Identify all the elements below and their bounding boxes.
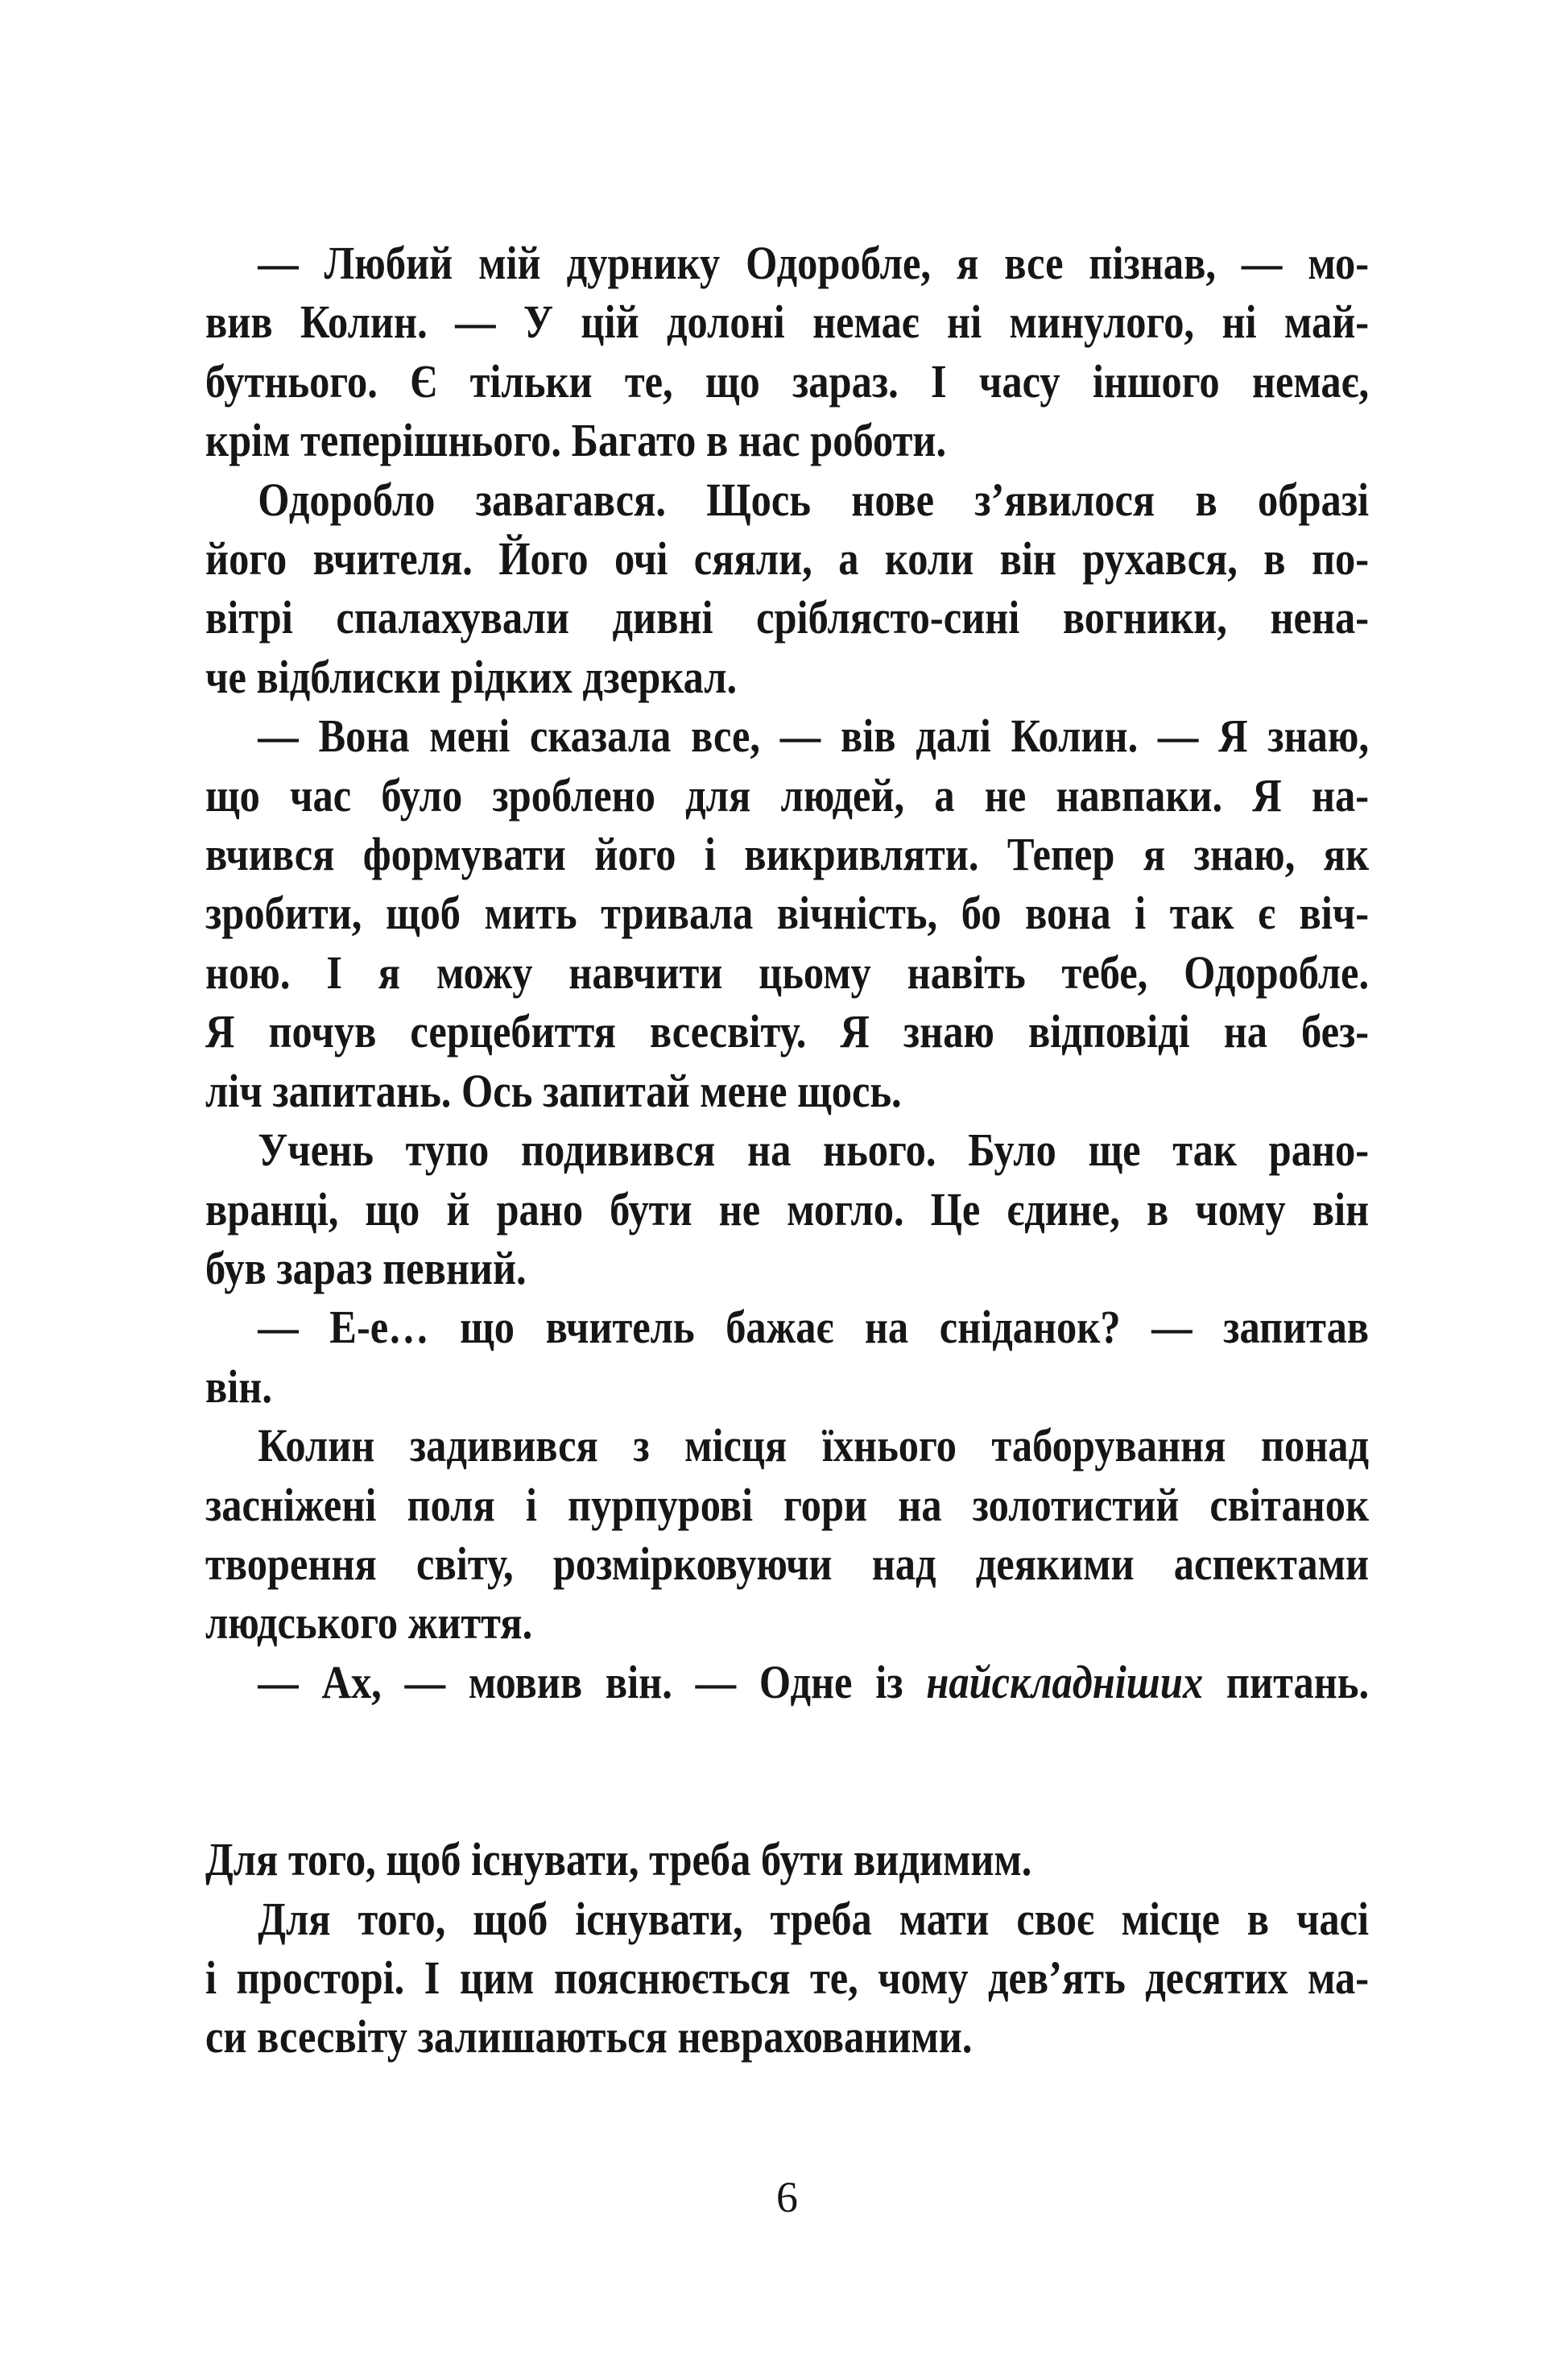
text-line: [205, 1830, 1369, 1889]
text-line: [205, 470, 1369, 529]
paragraph: [205, 1830, 1369, 1889]
text-run: — Любий мій дурнику Одоробле, я все пізнав, — мо-: [258, 237, 1370, 289]
text-run: Для того, щоб існувати, треба мати своє місце в часі: [258, 1892, 1370, 1945]
text-run: Одоробло завагався. Щось нове з’явилося в образі: [258, 473, 1370, 526]
text-line: [205, 234, 1369, 292]
text-line: [205, 292, 1369, 351]
text-line: [205, 1534, 1369, 1593]
text-run: Для того, щоб існувати, треба бути видимим.: [205, 1833, 1032, 1886]
text-line: [205, 1120, 1369, 1179]
text-line: [205, 1890, 1369, 1948]
text-run: Колин задивився з місця їхнього таборування понад: [258, 1419, 1370, 1472]
text-run: крім теперішнього. Багато в нас роботи.: [205, 414, 947, 467]
text-line: [205, 825, 1369, 884]
text-run: — Ах, — мовив він. — Одне із: [258, 1655, 927, 1708]
text-line: [205, 1062, 1369, 1120]
text-line: [205, 1357, 1369, 1416]
text-line: [205, 884, 1369, 942]
text-run: творення світу, розмірковуючи над деякими аспектами: [205, 1537, 1370, 1590]
paragraph: [205, 1298, 1369, 1416]
text-run: — Е-е… що вчитель бажає на сніданок? — запитав: [258, 1301, 1370, 1354]
italic-text: найскладніших: [926, 1655, 1204, 1708]
text-line: [205, 2007, 1369, 2066]
text-line: [205, 1416, 1369, 1475]
text-line: [205, 1476, 1369, 1534]
text-run: людського життя.: [205, 1596, 533, 1649]
text-run: вив Колин. — У цій долоні немає ні минулого, ні май-: [205, 296, 1370, 349]
text-run: вітрі спалахували дивні сріблясто-сині вогники, нена-: [205, 591, 1370, 644]
text-line: [205, 1298, 1369, 1356]
text-run: че відблиски рідких дзеркал.: [205, 650, 738, 703]
text-line: [205, 766, 1369, 825]
text-run: Учень тупо подивився на нього. Було ще так рано-: [258, 1124, 1370, 1177]
text-run: вчився формувати його і викривляти. Тепер я знаю, як: [205, 828, 1370, 881]
text-line: [205, 1002, 1369, 1061]
text-line: [205, 529, 1369, 588]
text-run: — Вона мені сказала все, — вів далі Колин. — Я знаю,: [258, 710, 1370, 763]
paragraph: [205, 1653, 1369, 1712]
text-run: ною. І я можу навчити цьому навіть тебе, Одоробле.: [205, 946, 1370, 999]
paragraph: [205, 1120, 1369, 1298]
text-run: вранці, що й рано бути не могло. Це єдине, в чому він: [205, 1182, 1370, 1236]
text-run: був зараз певний.: [205, 1241, 527, 1294]
text-run: бутнього. Є тільки те, що зараз. І часу іншого немає,: [205, 354, 1370, 408]
text-line: [205, 1593, 1369, 1652]
paragraph: [205, 706, 1369, 1120]
page-text: [205, 234, 1369, 2067]
text-line: [205, 706, 1369, 765]
page-number: 6: [776, 2173, 798, 2221]
text-line: [205, 1239, 1369, 1298]
text-run: він.: [205, 1360, 272, 1413]
paragraph: [205, 470, 1369, 707]
text-line: [205, 1653, 1369, 1712]
paragraph: [205, 1890, 1369, 2067]
text-run: зробити, щоб мить тривала вічність, бо вона і так є віч-: [205, 887, 1370, 940]
text-run: Я почув серцебиття всесвіту. Я знаю відповіді на без-: [205, 1005, 1370, 1058]
text-run: що час було зроблено для людей, а не навпаки. Я на-: [205, 768, 1370, 822]
paragraph: [205, 1416, 1369, 1653]
text-run: ліч запитань. Ось запитай мене щось.: [205, 1064, 902, 1117]
text-line: [205, 411, 1369, 470]
text-line: [205, 943, 1369, 1002]
text-line: [205, 352, 1369, 411]
text-run: його вчителя. Його очі сяяли, а коли він рухався, в по-: [205, 532, 1370, 586]
text-run: питань.: [1203, 1655, 1370, 1708]
text-line: [205, 1948, 1369, 2007]
text-run: си всесвіту залишаються неврахованими.: [205, 2010, 973, 2063]
text-run: і просторі. І цим пояснюється те, чому дев’ять десятих ма-: [205, 1951, 1370, 2004]
text-line: [205, 588, 1369, 647]
paragraph: [205, 234, 1369, 470]
text-line: [205, 1180, 1369, 1239]
text-line: [205, 648, 1369, 706]
text-run: засніжені поля і пурпурові гори на золотистий світанок: [205, 1478, 1370, 1531]
